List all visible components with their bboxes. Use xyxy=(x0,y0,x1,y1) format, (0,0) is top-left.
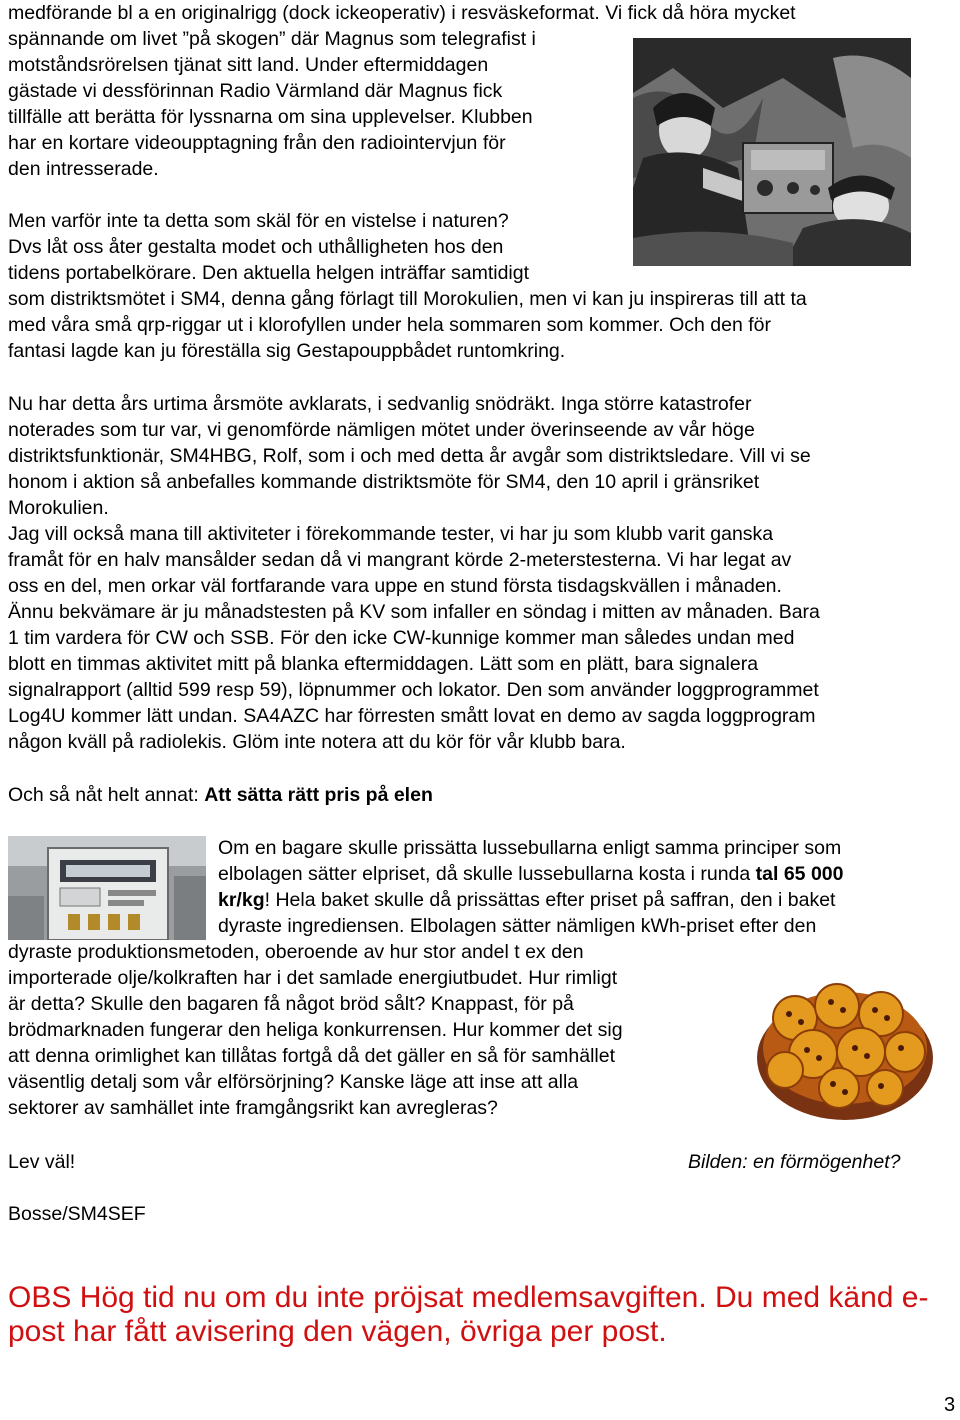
body-line: väsentlig detalj som vår elförsörjning? Kanske läge att inse att alla xyxy=(8,1071,579,1093)
body-line: signalrapport (alltid 599 resp 59), löpnummer och lokator. Den som använder loggprogrammet xyxy=(8,679,819,701)
emphasis-unit: kr/kg xyxy=(218,889,265,911)
body-line xyxy=(218,861,843,887)
body-line: honom i aktion så anbefalles kommande distriktsmöte för SM4, den 10 april i gränsriket xyxy=(8,471,760,493)
body-line: brödmarknaden fungerar den heliga konkurrensen. Hur kommer det sig xyxy=(8,1019,623,1041)
body-line: som distriktsmötet i SM4, denna gång förlagt till Morokulien, men vi kan ju inspireras till att ta xyxy=(8,288,807,310)
body-line: tidens portabelkörare. Den aktuella helgen inträffar samtidigt xyxy=(8,262,530,284)
body-line: importerade olje/kolkraften har i det samlade energiutbudet. Hur rimligt xyxy=(8,967,618,989)
body-text: elbolagen sätter elpriset, då skulle lussebullarna kosta i runda xyxy=(218,863,756,885)
body-line: 1 tim vardera för CW och SSB. För den icke CW-kunnige kommer man således undan med xyxy=(8,627,795,649)
emphasis-price: tal 65 000 xyxy=(755,863,844,885)
body-line: Om en bagare skulle prissätta lussebullarna enligt samma principer som xyxy=(218,837,842,859)
body-line: noterades som tur var, vi genomförde nämligen mötet under överinseende av vår höge xyxy=(8,419,755,441)
electricity-meter-photo xyxy=(8,836,206,940)
membership-notice-line: post har fått avisering den vägen, övriga per post. xyxy=(8,1315,667,1348)
body-line: Log4U kommer lätt undan. SA4AZC har förresten smått lovat en demo av sagda loggprogram xyxy=(8,705,816,727)
body-line: någon kväll på radiolekis. Glöm inte notera att du kör för vår klubb bara. xyxy=(8,731,626,753)
body-line: att denna orimlighet kan tillåtas fortgå då det gäller en så för samhället xyxy=(8,1045,616,1067)
body-line: Men varför inte ta detta som skäl för en vistelse i naturen? xyxy=(8,210,509,232)
body-line xyxy=(218,887,835,913)
body-line: är detta? Skulle den bagaren få något bröd sålt? Knappast, för på xyxy=(8,993,574,1015)
body-line: Nu har detta års urtima årsmöte avklarats, i sedvanlig snödräkt. Inga större katastrofer xyxy=(8,393,752,415)
body-line: med våra små qrp-riggar ut i klorofyllen under hela sommaren som kommer. Och den för xyxy=(8,314,771,336)
body-line: Jag vill också mana till aktiviteter i förekommande tester, vi har ju som klubb varit ganska xyxy=(8,523,774,545)
radio-operators-photo xyxy=(633,38,911,266)
body-line: distriktsfunktionär, SM4HBG, Rolf, som i och med detta år avgår som distriktsledare. Vill vi se xyxy=(8,445,811,467)
page-number: 3 xyxy=(944,1394,956,1416)
body-line: dyraste ingrediensen. Elbolagen sätter nämligen kWh-priset efter den xyxy=(218,915,817,937)
signature: Bosse/SM4SEF xyxy=(8,1203,146,1225)
body-line: fantasi lagde kan ju föreställa sig Gestapouppbådet runtomkring. xyxy=(8,340,566,362)
body-line: motståndsrörelsen tjänat sitt land. Under eftermiddagen xyxy=(8,54,489,76)
body-text: ! Hela baket skulle då prissättas efter priset på saffran, den i baket xyxy=(264,889,836,911)
body-line: Dvs låt oss åter gestalta modet och uthålligheten hos den xyxy=(8,236,504,258)
body-line: oss en del, men orkar väl fortfarande vara uppe en stund första tisdagskvällen i månaden. xyxy=(8,575,782,597)
topic-prefix: Och så nåt helt annat: xyxy=(8,784,205,806)
topic-heading xyxy=(8,782,433,808)
body-line: den intresserade. xyxy=(8,158,159,180)
topic-title: Att sätta rätt pris på elen xyxy=(204,784,433,806)
farewell: Lev väl! xyxy=(8,1151,76,1173)
body-line: Morokulien. xyxy=(8,497,109,519)
image-caption: Bilden: en förmögenhet? xyxy=(688,1151,901,1173)
body-line: medförande bl a en originalrigg (dock ickeoperativ) i resväskeformat. Vi fick då höra mycket xyxy=(8,2,796,24)
body-line: tillfälle att berätta för lyssnarna om sina upplevelser. Klubben xyxy=(8,106,533,128)
body-line: spännande om livet ”på skogen” där Magnus som telegrafist i xyxy=(8,28,536,50)
body-line: sektorer av samhället inte framgångsrikt kan avregleras? xyxy=(8,1097,498,1119)
membership-notice-line: OBS Hög tid nu om du inte pröjsat medlemsavgiften. Du med känd e- xyxy=(8,1281,929,1314)
body-line: framåt för en halv mansålder sedan då vi mangrant körde 2-meterstesterna. Vi har legat av xyxy=(8,549,792,571)
body-line: blott en timmas aktivitet mitt på blanka eftermiddagen. Lätt som en plätt, bara signalera xyxy=(8,653,759,675)
body-line: dyraste produktionsmetoden, oberoende av hur stor andel t ex den xyxy=(8,941,584,963)
body-line: gästade vi dessförinnan Radio Värmland där Magnus fick xyxy=(8,80,503,102)
body-line: Ännu bekvämare är ju månadstesten på KV som infaller en söndag i mitten av månaden. Bara xyxy=(8,601,820,623)
saffron-buns-photo xyxy=(755,948,935,1126)
body-line: har en kortare videoupptagning från den radiointervjun för xyxy=(8,132,506,154)
